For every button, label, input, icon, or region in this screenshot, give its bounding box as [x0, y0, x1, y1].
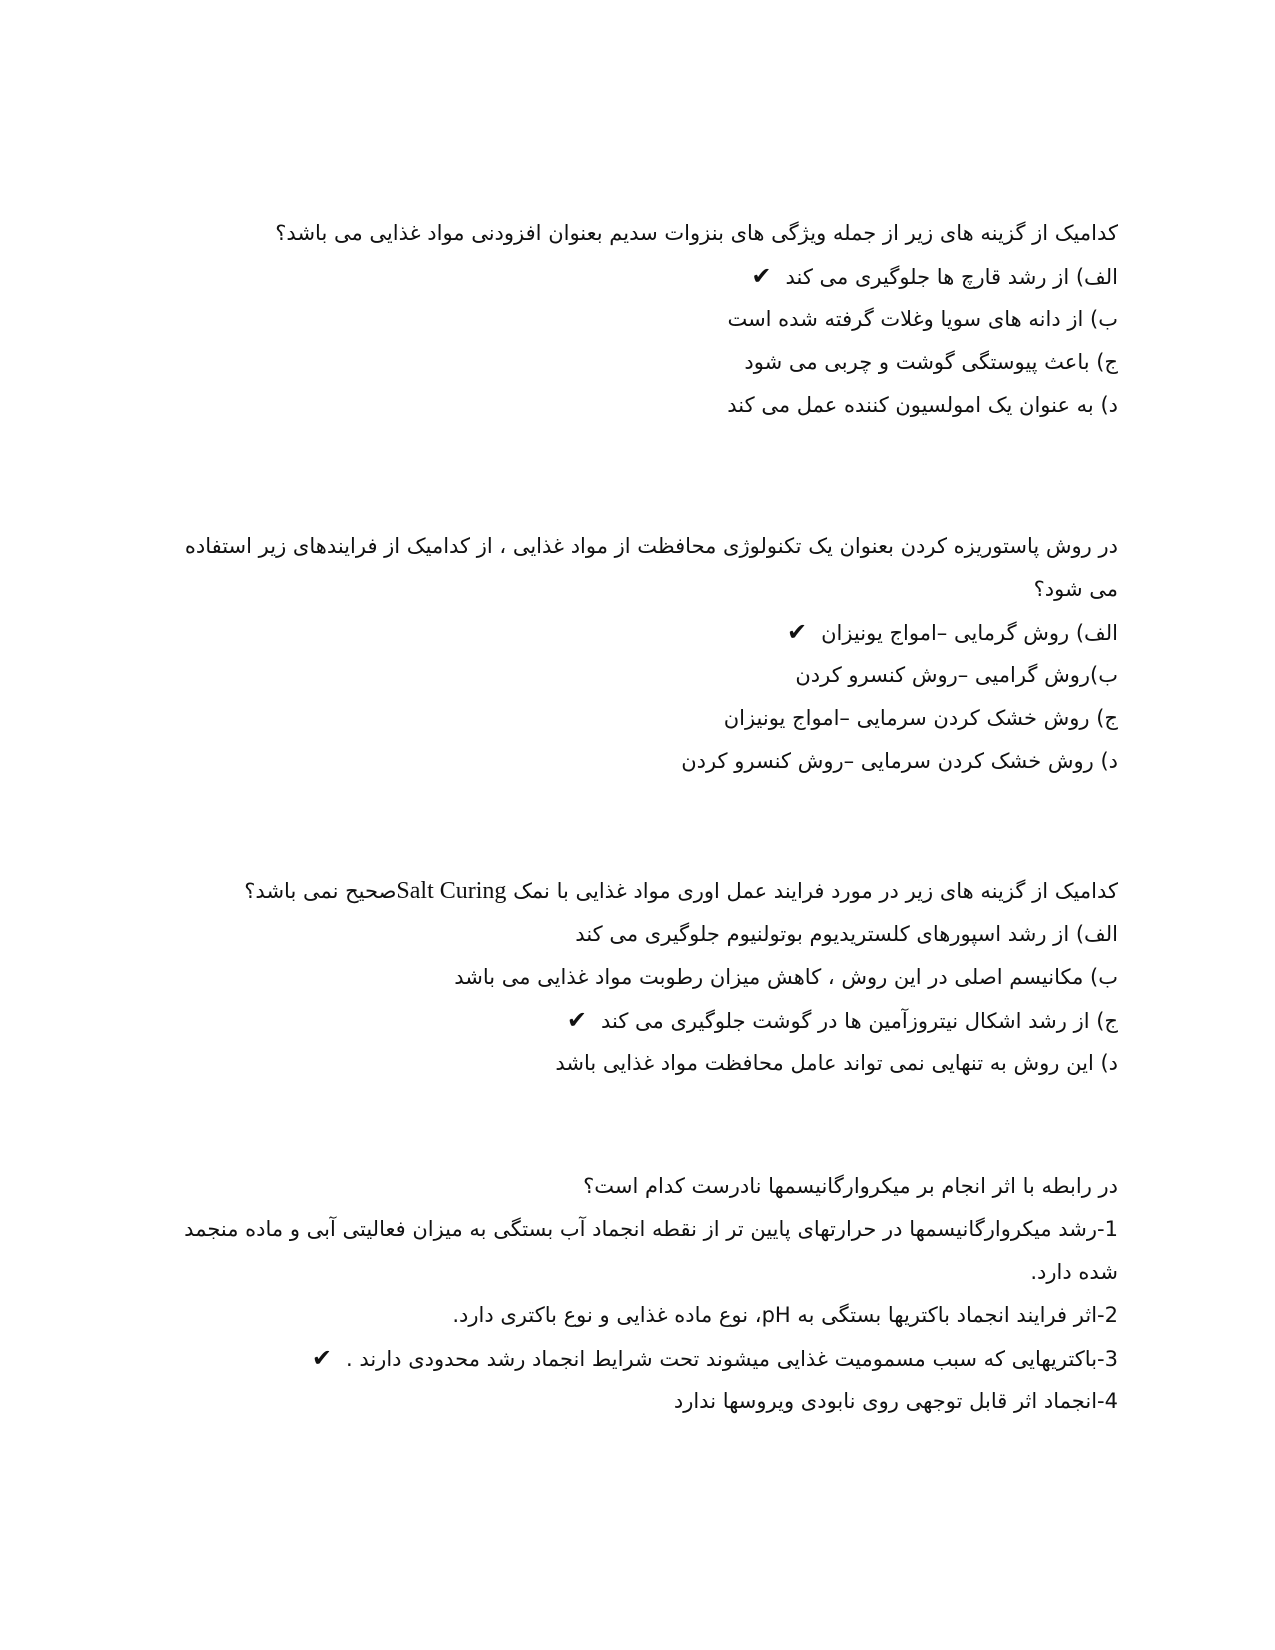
question-3-stem-term: Salt Curing	[396, 878, 507, 904]
check-mark-icon: ✔	[566, 1006, 587, 1034]
question-1	[160, 212, 1118, 427]
question-3-option-3	[160, 999, 1118, 1042]
question-3-stem	[160, 870, 1118, 913]
question-1-option-3: ج) باعث پیوستگی گوشت و چربی می شود	[744, 350, 1118, 374]
option-text: ج) از رشد اشکال نیتروزآمین ها در گوشت جلوگیری می کند	[601, 1009, 1118, 1033]
question-4	[160, 1165, 1118, 1423]
question-2-stem: در روش پاستوریزه کردن بعنوان یک تکنولوژی محافظت از مواد غذایی ، از کدامیک از فرایندهای زیر استفاده می شود؟	[184, 534, 1118, 601]
question-2-option-2: ب)روش گرامیی –روش کنسرو کردن	[795, 663, 1118, 687]
question-1-option-1	[160, 255, 1118, 298]
question-3	[160, 870, 1118, 1085]
option-text: 3-باکتریهایی که سبب مسمومیت غذایی میشوند تحت شرایط انجماد رشد محدودی دارند .	[345, 1347, 1118, 1371]
question-4-option-2: 2-اثر فرایند انجماد باکتریها بستگی به pH، نوع ماده غذایی و نوع باکتری دارد.	[452, 1303, 1118, 1327]
check-mark-icon: ✔	[311, 1344, 332, 1372]
question-1-option-4: د) به عنوان یک امولسیون کننده عمل می کند	[727, 393, 1118, 417]
option-text: الف) روش گرمایی –امواج یونیزان	[821, 621, 1118, 645]
question-4-option-1: 1-رشد میکروارگانیسمها در حرارتهای پایین تر از نقطه انجماد آب بستگی به میزان فعالیتی آبی و ماده منجمد شده دارد.	[184, 1217, 1118, 1284]
question-2-option-4: د) روش خشک کردن سرمایی –روش کنسرو کردن	[681, 749, 1118, 773]
question-3-option-2: ب) مکانیسم اصلی در این روش ، کاهش میزان رطوبت مواد غذایی می باشد	[454, 965, 1118, 989]
question-1-option-2: ب) از دانه های سویا وغلات گرفته شده است	[727, 307, 1118, 331]
document-page	[160, 0, 1118, 1650]
question-2-option-3: ج) روش خشک کردن سرمایی –امواج یونیزان	[723, 706, 1118, 730]
question-4-option-4: 4-انجماد اثر قابل توجهی روی نابودی ویروسها ندارد	[673, 1389, 1118, 1413]
question-3-option-1: الف) از رشد اسپورهای کلستریدیوم بوتولنیوم جلوگیری می کند	[575, 922, 1118, 946]
question-2	[160, 525, 1118, 783]
question-2-option-1	[160, 611, 1118, 654]
check-mark-icon: ✔	[751, 262, 772, 290]
question-4-stem: در رابطه با اثر انجام بر میکروارگانیسمها نادرست کدام است؟	[583, 1174, 1118, 1198]
check-mark-icon: ✔	[786, 618, 808, 646]
question-1-stem: کدامیک از گزینه های زیر از جمله ویژگی های بنزوات سدیم بعنوان افزودنی مواد غذایی می باشد؟	[275, 221, 1118, 245]
question-4-option-3	[160, 1337, 1118, 1380]
question-3-stem-after: صحیح نمی باشد؟	[244, 879, 397, 903]
option-text: الف) از رشد قارچ ها جلوگیری می کند	[785, 265, 1118, 289]
question-3-stem-before: کدامیک از گزینه های زیر در مورد فرایند عمل اوری مواد غذایی با نمک	[513, 879, 1118, 903]
question-3-option-4: د) این روش به تنهایی نمی تواند عامل محافظت مواد غذایی باشد	[555, 1051, 1118, 1075]
